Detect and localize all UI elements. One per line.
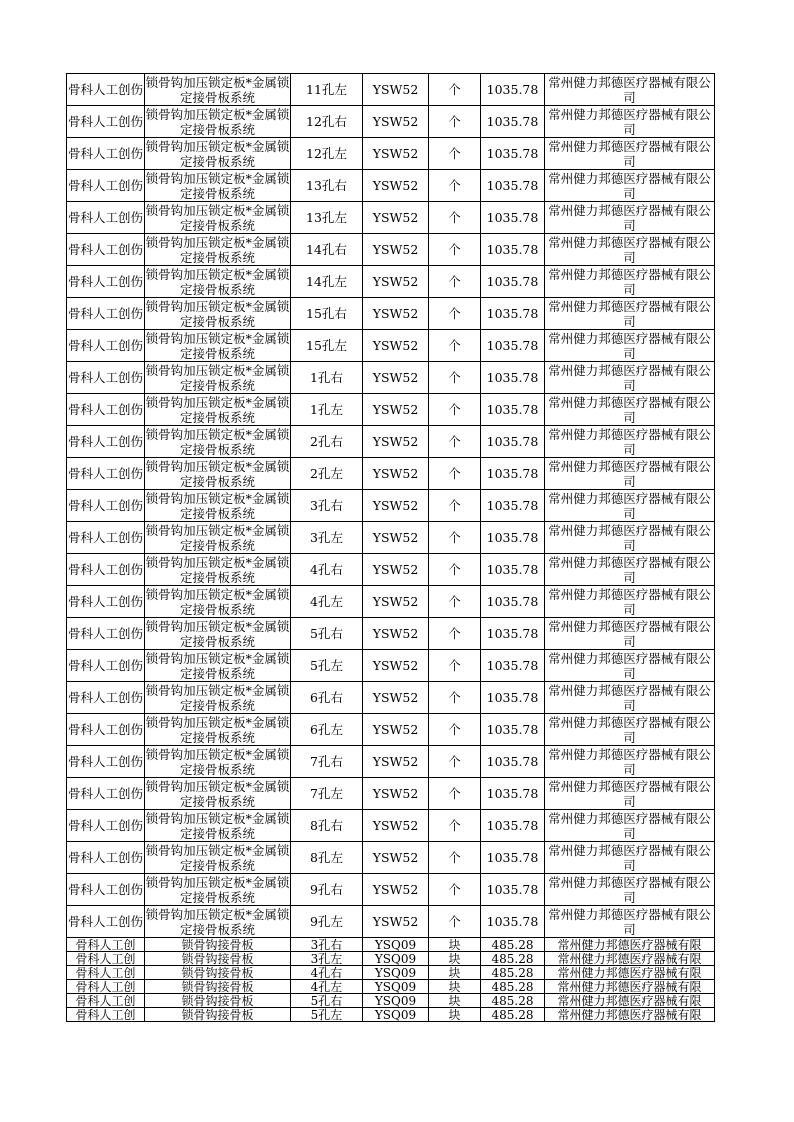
spec-cell: 4孔左 bbox=[291, 980, 363, 994]
model-cell: YSW52 bbox=[363, 650, 429, 682]
table-row bbox=[67, 362, 715, 394]
company-cell: 常州健力邦德医疗器械有限 bbox=[545, 952, 715, 966]
price-cell: 1035.78 bbox=[481, 650, 545, 682]
category-cell: 骨科人工创伤 bbox=[67, 490, 145, 522]
category-cell: 骨科人工创伤 bbox=[67, 106, 145, 138]
model-cell: YSW52 bbox=[363, 842, 429, 874]
price-cell: 1035.78 bbox=[481, 778, 545, 810]
model-cell: YSQ09 bbox=[363, 938, 429, 952]
table-row bbox=[67, 906, 715, 938]
unit-cell: 个 bbox=[429, 458, 481, 490]
company-cell: 常州健力邦德医疗器械有限公司 bbox=[545, 362, 715, 394]
model-cell: YSQ09 bbox=[363, 966, 429, 980]
product-name-cell: 锁骨钩加压锁定板*金属锁定接骨板系统 bbox=[145, 490, 290, 521]
table-row bbox=[67, 458, 715, 490]
model-cell: YSW52 bbox=[363, 106, 429, 138]
unit-cell: 个 bbox=[429, 298, 481, 330]
table-row bbox=[67, 106, 715, 138]
category-cell: 骨科人工创伤 bbox=[67, 714, 145, 746]
spec-cell: 3孔右 bbox=[291, 938, 363, 952]
company-cell: 常州健力邦德医疗器械有限公司 bbox=[545, 778, 715, 810]
category-cell: 骨科人工创伤 bbox=[67, 586, 145, 618]
company-cell: 常州健力邦德医疗器械有限公司 bbox=[545, 74, 715, 106]
table-row bbox=[67, 170, 715, 202]
product-name-cell: 锁骨钩接骨板 bbox=[145, 1008, 291, 1022]
company-cell: 常州健力邦德医疗器械有限公司 bbox=[545, 138, 715, 170]
price-cell: 1035.78 bbox=[481, 906, 545, 938]
product-name-cell: 锁骨钩加压锁定板*金属锁定接骨板系统 bbox=[145, 554, 290, 585]
table-row bbox=[67, 202, 715, 234]
category-cell: 骨科人工创伤 bbox=[67, 458, 145, 490]
price-cell: 1035.78 bbox=[481, 106, 545, 138]
product-name-cell: 锁骨钩接骨板 bbox=[145, 980, 291, 994]
company-cell: 常州健力邦德医疗器械有限公司 bbox=[545, 234, 715, 266]
spec-cell: 7孔左 bbox=[291, 778, 363, 810]
model-cell: YSW52 bbox=[363, 170, 429, 202]
spec-cell: 4孔右 bbox=[291, 554, 363, 586]
unit-cell: 个 bbox=[429, 138, 481, 170]
unit-cell: 个 bbox=[429, 74, 481, 106]
model-cell: YSW52 bbox=[363, 874, 429, 906]
spec-cell: 4孔左 bbox=[291, 586, 363, 618]
unit-cell: 个 bbox=[429, 586, 481, 618]
table-row bbox=[67, 938, 715, 952]
product-name-cell: 锁骨钩加压锁定板*金属锁定接骨板系统 bbox=[145, 810, 290, 841]
spec-cell: 11孔左 bbox=[291, 74, 363, 106]
spec-cell: 12孔左 bbox=[291, 138, 363, 170]
unit-cell: 块 bbox=[429, 980, 481, 994]
spec-cell: 7孔右 bbox=[291, 746, 363, 778]
model-cell: YSW52 bbox=[363, 714, 429, 746]
product-name-cell: 锁骨钩加压锁定板*金属锁定接骨板系统 bbox=[145, 618, 290, 649]
unit-cell: 个 bbox=[429, 522, 481, 554]
product-name-cell: 锁骨钩加压锁定板*金属锁定接骨板系统 bbox=[145, 330, 290, 361]
model-cell: YSW52 bbox=[363, 554, 429, 586]
spec-cell: 4孔右 bbox=[291, 966, 363, 980]
table-row bbox=[67, 586, 715, 618]
spec-cell: 1孔左 bbox=[291, 394, 363, 426]
unit-cell: 个 bbox=[429, 426, 481, 458]
unit-cell: 个 bbox=[429, 234, 481, 266]
category-cell: 骨科人工创伤 bbox=[67, 682, 145, 714]
unit-cell: 个 bbox=[429, 810, 481, 842]
product-name-cell: 锁骨钩加压锁定板*金属锁定接骨板系统 bbox=[145, 170, 290, 201]
price-cell: 1035.78 bbox=[481, 170, 545, 202]
company-cell: 常州健力邦德医疗器械有限公司 bbox=[545, 458, 715, 490]
price-cell: 1035.78 bbox=[481, 74, 545, 106]
price-cell: 1035.78 bbox=[481, 586, 545, 618]
company-cell: 常州健力邦德医疗器械有限公司 bbox=[545, 842, 715, 874]
company-cell: 常州健力邦德医疗器械有限公司 bbox=[545, 810, 715, 842]
category-cell: 骨科人工创伤 bbox=[67, 298, 145, 330]
company-cell: 常州健力邦德医疗器械有限公司 bbox=[545, 554, 715, 586]
table-row bbox=[67, 618, 715, 650]
category-cell: 骨科人工创 bbox=[67, 1008, 145, 1022]
category-cell: 骨科人工创伤 bbox=[67, 554, 145, 586]
unit-cell: 个 bbox=[429, 650, 481, 682]
product-name-cell: 锁骨钩加压锁定板*金属锁定接骨板系统 bbox=[145, 266, 290, 297]
price-cell: 1035.78 bbox=[481, 714, 545, 746]
model-cell: YSQ09 bbox=[363, 980, 429, 994]
category-cell: 骨科人工创 bbox=[67, 952, 145, 966]
price-cell: 1035.78 bbox=[481, 202, 545, 234]
product-price-table bbox=[66, 73, 715, 1022]
table-row bbox=[67, 266, 715, 298]
table-row bbox=[67, 1008, 715, 1022]
model-cell: YSW52 bbox=[363, 426, 429, 458]
product-name-cell: 锁骨钩接骨板 bbox=[145, 994, 291, 1008]
model-cell: YSW52 bbox=[363, 394, 429, 426]
company-cell: 常州健力邦德医疗器械有限 bbox=[545, 980, 715, 994]
company-cell: 常州健力邦德医疗器械有限公司 bbox=[545, 394, 715, 426]
company-cell: 常州健力邦德医疗器械有限公司 bbox=[545, 266, 715, 298]
price-cell: 1035.78 bbox=[481, 330, 545, 362]
price-cell: 1035.78 bbox=[481, 394, 545, 426]
category-cell: 骨科人工创伤 bbox=[67, 202, 145, 234]
table-row bbox=[67, 138, 715, 170]
model-cell: YSW52 bbox=[363, 202, 429, 234]
company-cell: 常州健力邦德医疗器械有限公司 bbox=[545, 426, 715, 458]
company-cell: 常州健力邦德医疗器械有限公司 bbox=[545, 618, 715, 650]
spec-cell: 1孔右 bbox=[291, 362, 363, 394]
product-name-cell: 锁骨钩加压锁定板*金属锁定接骨板系统 bbox=[145, 298, 290, 329]
unit-cell: 块 bbox=[429, 994, 481, 1008]
price-cell: 485.28 bbox=[481, 980, 545, 994]
product-name-cell: 锁骨钩加压锁定板*金属锁定接骨板系统 bbox=[145, 842, 290, 873]
table-row bbox=[67, 980, 715, 994]
model-cell: YSW52 bbox=[363, 234, 429, 266]
table-row bbox=[67, 650, 715, 682]
model-cell: YSW52 bbox=[363, 74, 429, 106]
product-name-cell: 锁骨钩接骨板 bbox=[145, 952, 291, 966]
spec-cell: 9孔左 bbox=[291, 906, 363, 938]
table-row bbox=[67, 554, 715, 586]
company-cell: 常州健力邦德医疗器械有限公司 bbox=[545, 170, 715, 202]
company-cell: 常州健力邦德医疗器械有限公司 bbox=[545, 106, 715, 138]
product-name-cell: 锁骨钩加压锁定板*金属锁定接骨板系统 bbox=[145, 874, 290, 905]
model-cell: YSW52 bbox=[363, 266, 429, 298]
table-row bbox=[67, 394, 715, 426]
price-cell: 1035.78 bbox=[481, 298, 545, 330]
category-cell: 骨科人工创伤 bbox=[67, 138, 145, 170]
category-cell: 骨科人工创伤 bbox=[67, 778, 145, 810]
unit-cell: 块 bbox=[429, 1008, 481, 1022]
price-cell: 1035.78 bbox=[481, 362, 545, 394]
category-cell: 骨科人工创伤 bbox=[67, 874, 145, 906]
category-cell: 骨科人工创伤 bbox=[67, 426, 145, 458]
product-name-cell: 锁骨钩加压锁定板*金属锁定接骨板系统 bbox=[145, 234, 290, 265]
category-cell: 骨科人工创伤 bbox=[67, 842, 145, 874]
price-cell: 1035.78 bbox=[481, 234, 545, 266]
category-cell: 骨科人工创伤 bbox=[67, 650, 145, 682]
price-cell: 1035.78 bbox=[481, 874, 545, 906]
table-row bbox=[67, 994, 715, 1008]
price-cell: 1035.78 bbox=[481, 810, 545, 842]
company-cell: 常州健力邦德医疗器械有限公司 bbox=[545, 906, 715, 938]
table-row bbox=[67, 952, 715, 966]
category-cell: 骨科人工创伤 bbox=[67, 330, 145, 362]
unit-cell: 个 bbox=[429, 746, 481, 778]
product-name-cell: 锁骨钩加压锁定板*金属锁定接骨板系统 bbox=[145, 714, 290, 745]
unit-cell: 个 bbox=[429, 490, 481, 522]
unit-cell: 个 bbox=[429, 618, 481, 650]
unit-cell: 块 bbox=[429, 938, 481, 952]
spec-cell: 5孔左 bbox=[291, 1008, 363, 1022]
table-row bbox=[67, 874, 715, 906]
model-cell: YSW52 bbox=[363, 778, 429, 810]
table-row bbox=[67, 330, 715, 362]
price-cell: 1035.78 bbox=[481, 842, 545, 874]
table-row bbox=[67, 778, 715, 810]
product-name-cell: 锁骨钩加压锁定板*金属锁定接骨板系统 bbox=[145, 778, 290, 809]
category-cell: 骨科人工创伤 bbox=[67, 362, 145, 394]
table-row bbox=[67, 490, 715, 522]
unit-cell: 个 bbox=[429, 714, 481, 746]
price-cell: 485.28 bbox=[481, 952, 545, 966]
category-cell: 骨科人工创 bbox=[67, 966, 145, 980]
price-cell: 1035.78 bbox=[481, 266, 545, 298]
price-cell: 1035.78 bbox=[481, 554, 545, 586]
company-cell: 常州健力邦德医疗器械有限公司 bbox=[545, 746, 715, 778]
table-row bbox=[67, 842, 715, 874]
category-cell: 骨科人工创伤 bbox=[67, 522, 145, 554]
model-cell: YSW52 bbox=[363, 586, 429, 618]
unit-cell: 个 bbox=[429, 906, 481, 938]
company-cell: 常州健力邦德医疗器械有限公司 bbox=[545, 298, 715, 330]
model-cell: YSW52 bbox=[363, 330, 429, 362]
price-cell: 1035.78 bbox=[481, 490, 545, 522]
spec-cell: 5孔右 bbox=[291, 994, 363, 1008]
spec-cell: 5孔左 bbox=[291, 650, 363, 682]
price-cell: 485.28 bbox=[481, 1008, 545, 1022]
table-row bbox=[67, 426, 715, 458]
spec-cell: 13孔右 bbox=[291, 170, 363, 202]
company-cell: 常州健力邦德医疗器械有限 bbox=[545, 1008, 715, 1022]
product-name-cell: 锁骨钩加压锁定板*金属锁定接骨板系统 bbox=[145, 202, 290, 233]
model-cell: YSQ09 bbox=[363, 1008, 429, 1022]
model-cell: YSQ09 bbox=[363, 952, 429, 966]
unit-cell: 个 bbox=[429, 842, 481, 874]
price-cell: 485.28 bbox=[481, 966, 545, 980]
product-name-cell: 锁骨钩加压锁定板*金属锁定接骨板系统 bbox=[145, 458, 290, 489]
spec-cell: 12孔右 bbox=[291, 106, 363, 138]
category-cell: 骨科人工创伤 bbox=[67, 170, 145, 202]
category-cell: 骨科人工创 bbox=[67, 938, 145, 952]
company-cell: 常州健力邦德医疗器械有限 bbox=[545, 966, 715, 980]
spec-cell: 15孔左 bbox=[291, 330, 363, 362]
category-cell: 骨科人工创伤 bbox=[67, 266, 145, 298]
price-cell: 1035.78 bbox=[481, 458, 545, 490]
model-cell: YSW52 bbox=[363, 746, 429, 778]
table-row bbox=[67, 522, 715, 554]
company-cell: 常州健力邦德医疗器械有限公司 bbox=[545, 522, 715, 554]
company-cell: 常州健力邦德医疗器械有限公司 bbox=[545, 714, 715, 746]
product-name-cell: 锁骨钩加压锁定板*金属锁定接骨板系统 bbox=[145, 906, 290, 937]
unit-cell: 个 bbox=[429, 202, 481, 234]
category-cell: 骨科人工创伤 bbox=[67, 810, 145, 842]
unit-cell: 个 bbox=[429, 874, 481, 906]
unit-cell: 块 bbox=[429, 952, 481, 966]
spec-cell: 8孔右 bbox=[291, 810, 363, 842]
unit-cell: 个 bbox=[429, 106, 481, 138]
spec-cell: 15孔右 bbox=[291, 298, 363, 330]
table-row bbox=[67, 298, 715, 330]
table-row bbox=[67, 682, 715, 714]
price-cell: 1035.78 bbox=[481, 618, 545, 650]
table-row bbox=[67, 234, 715, 266]
price-cell: 1035.78 bbox=[481, 682, 545, 714]
company-cell: 常州健力邦德医疗器械有限公司 bbox=[545, 202, 715, 234]
model-cell: YSW52 bbox=[363, 906, 429, 938]
table-row bbox=[67, 810, 715, 842]
model-cell: YSW52 bbox=[363, 618, 429, 650]
spec-cell: 9孔右 bbox=[291, 874, 363, 906]
unit-cell: 个 bbox=[429, 682, 481, 714]
price-cell: 485.28 bbox=[481, 938, 545, 952]
spec-cell: 14孔右 bbox=[291, 234, 363, 266]
model-cell: YSW52 bbox=[363, 490, 429, 522]
spec-cell: 3孔右 bbox=[291, 490, 363, 522]
company-cell: 常州健力邦德医疗器械有限公司 bbox=[545, 650, 715, 682]
model-cell: YSW52 bbox=[363, 362, 429, 394]
spec-cell: 3孔左 bbox=[291, 522, 363, 554]
company-cell: 常州健力邦德医疗器械有限公司 bbox=[545, 682, 715, 714]
spec-cell: 6孔左 bbox=[291, 714, 363, 746]
table-row bbox=[67, 74, 715, 106]
model-cell: YSW52 bbox=[363, 458, 429, 490]
category-cell: 骨科人工创 bbox=[67, 994, 145, 1008]
table-row bbox=[67, 746, 715, 778]
price-cell: 1035.78 bbox=[481, 522, 545, 554]
unit-cell: 个 bbox=[429, 394, 481, 426]
product-name-cell: 锁骨钩加压锁定板*金属锁定接骨板系统 bbox=[145, 746, 290, 777]
company-cell: 常州健力邦德医疗器械有限公司 bbox=[545, 874, 715, 906]
company-cell: 常州健力邦德医疗器械有限公司 bbox=[545, 490, 715, 522]
spec-cell: 13孔左 bbox=[291, 202, 363, 234]
unit-cell: 块 bbox=[429, 966, 481, 980]
price-cell: 1035.78 bbox=[481, 426, 545, 458]
category-cell: 骨科人工创 bbox=[67, 980, 145, 994]
spec-cell: 6孔右 bbox=[291, 682, 363, 714]
category-cell: 骨科人工创伤 bbox=[67, 234, 145, 266]
product-name-cell: 锁骨钩接骨板 bbox=[145, 966, 291, 980]
model-cell: YSW52 bbox=[363, 138, 429, 170]
product-name-cell: 锁骨钩接骨板 bbox=[145, 938, 291, 952]
spec-cell: 3孔左 bbox=[291, 952, 363, 966]
spec-cell: 2孔右 bbox=[291, 426, 363, 458]
unit-cell: 个 bbox=[429, 266, 481, 298]
company-cell: 常州健力邦德医疗器械有限 bbox=[545, 994, 715, 1008]
model-cell: YSQ09 bbox=[363, 994, 429, 1008]
product-name-cell: 锁骨钩加压锁定板*金属锁定接骨板系统 bbox=[145, 522, 290, 553]
unit-cell: 个 bbox=[429, 778, 481, 810]
product-name-cell: 锁骨钩加压锁定板*金属锁定接骨板系统 bbox=[145, 106, 290, 137]
table-row bbox=[67, 714, 715, 746]
company-cell: 常州健力邦德医疗器械有限公司 bbox=[545, 586, 715, 618]
spec-cell: 5孔右 bbox=[291, 618, 363, 650]
model-cell: YSW52 bbox=[363, 810, 429, 842]
price-cell: 1035.78 bbox=[481, 746, 545, 778]
model-cell: YSW52 bbox=[363, 682, 429, 714]
category-cell: 骨科人工创伤 bbox=[67, 394, 145, 426]
category-cell: 骨科人工创伤 bbox=[67, 74, 145, 106]
category-cell: 骨科人工创伤 bbox=[67, 746, 145, 778]
unit-cell: 个 bbox=[429, 170, 481, 202]
unit-cell: 个 bbox=[429, 362, 481, 394]
product-name-cell: 锁骨钩加压锁定板*金属锁定接骨板系统 bbox=[145, 362, 290, 393]
model-cell: YSW52 bbox=[363, 298, 429, 330]
product-name-cell: 锁骨钩加压锁定板*金属锁定接骨板系统 bbox=[145, 138, 290, 169]
product-name-cell: 锁骨钩加压锁定板*金属锁定接骨板系统 bbox=[145, 650, 290, 681]
product-name-cell: 锁骨钩加压锁定板*金属锁定接骨板系统 bbox=[145, 426, 290, 457]
category-cell: 骨科人工创伤 bbox=[67, 618, 145, 650]
company-cell: 常州健力邦德医疗器械有限公司 bbox=[545, 330, 715, 362]
unit-cell: 个 bbox=[429, 554, 481, 586]
price-cell: 485.28 bbox=[481, 994, 545, 1008]
company-cell: 常州健力邦德医疗器械有限 bbox=[545, 938, 715, 952]
product-name-cell: 锁骨钩加压锁定板*金属锁定接骨板系统 bbox=[145, 682, 290, 713]
spec-cell: 8孔左 bbox=[291, 842, 363, 874]
spec-cell: 2孔左 bbox=[291, 458, 363, 490]
spec-cell: 14孔左 bbox=[291, 266, 363, 298]
unit-cell: 个 bbox=[429, 330, 481, 362]
model-cell: YSW52 bbox=[363, 522, 429, 554]
product-name-cell: 锁骨钩加压锁定板*金属锁定接骨板系统 bbox=[145, 74, 290, 105]
category-cell: 骨科人工创伤 bbox=[67, 906, 145, 938]
table-row bbox=[67, 966, 715, 980]
product-name-cell: 锁骨钩加压锁定板*金属锁定接骨板系统 bbox=[145, 394, 290, 425]
product-name-cell: 锁骨钩加压锁定板*金属锁定接骨板系统 bbox=[145, 586, 290, 617]
table-body bbox=[67, 74, 715, 1022]
price-cell: 1035.78 bbox=[481, 138, 545, 170]
